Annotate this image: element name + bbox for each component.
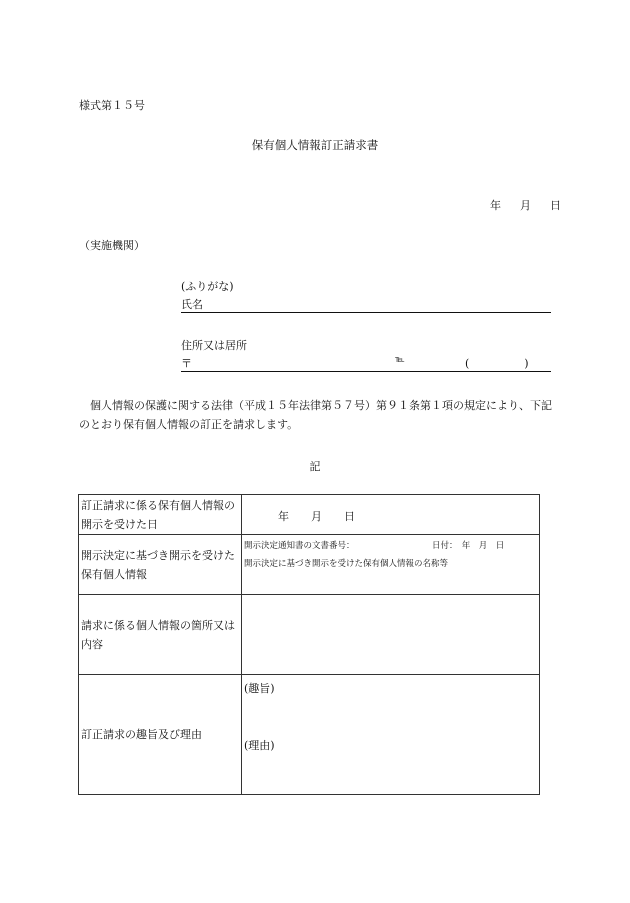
disclosed-info-label: 開示決定に基づき開示を受けた保有個人情報 — [79, 535, 242, 595]
table-row — [79, 495, 540, 535]
name-label: 氏名 — [181, 298, 203, 311]
date-month-label: 月 — [520, 199, 531, 212]
tel-mark: ℡ — [395, 355, 405, 365]
purpose-label: (趣旨) — [244, 682, 275, 695]
request-statement: 個人情報の保護に関する法律（平成１５年法律第５７号）第９１条第１項の規定により、下記のとおり保有個人情報の訂正を請求します。 — [79, 399, 552, 431]
form-number: 様式第１５号 — [79, 99, 145, 112]
disclosed-info-cell[interactable] — [242, 535, 540, 595]
postal-mark: 〒 — [181, 357, 192, 370]
table-row — [79, 675, 540, 795]
notice-number-label: 開示決定通知書の文書番号： — [244, 541, 355, 551]
reason-label: (理由) — [244, 739, 275, 752]
furigana-label: (ふりがな) — [181, 280, 234, 293]
date-year-label: 年 — [490, 199, 501, 212]
name-field[interactable] — [181, 296, 551, 313]
request-date — [490, 197, 561, 213]
address-label: 住所又は居所 — [181, 339, 247, 352]
table-row — [79, 535, 540, 595]
purpose-reason-cell[interactable] — [242, 675, 540, 795]
date-day-label: 日 — [550, 199, 561, 212]
table-row — [79, 595, 540, 675]
disclosure-date-label: 訂正請求に係る保有個人情報の開示を受けた日 — [79, 495, 242, 535]
agency-label: （実施機関） — [79, 239, 145, 252]
request-details-table — [78, 494, 540, 795]
disclosure-date-value: 年 月 日 — [278, 510, 355, 523]
info-name-label: 開示決定に基づき開示を受けた保有個人情報の名称等 — [244, 559, 449, 569]
requested-part-cell[interactable] — [242, 595, 540, 675]
ki-heading: 記 — [309, 460, 321, 473]
purpose-reason-label: 訂正請求の趣旨及び理由 — [79, 675, 242, 795]
document-title: 保有個人情報訂正請求書 — [251, 138, 379, 152]
requested-part-label: 請求に係る個人情報の箇所又は内容 — [79, 595, 242, 675]
tel-paren: ( ) — [465, 357, 529, 370]
notice-date-label: 日付： 年 月 日 — [432, 541, 505, 551]
disclosure-date-cell[interactable] — [242, 495, 540, 535]
address-field[interactable] — [181, 355, 551, 372]
